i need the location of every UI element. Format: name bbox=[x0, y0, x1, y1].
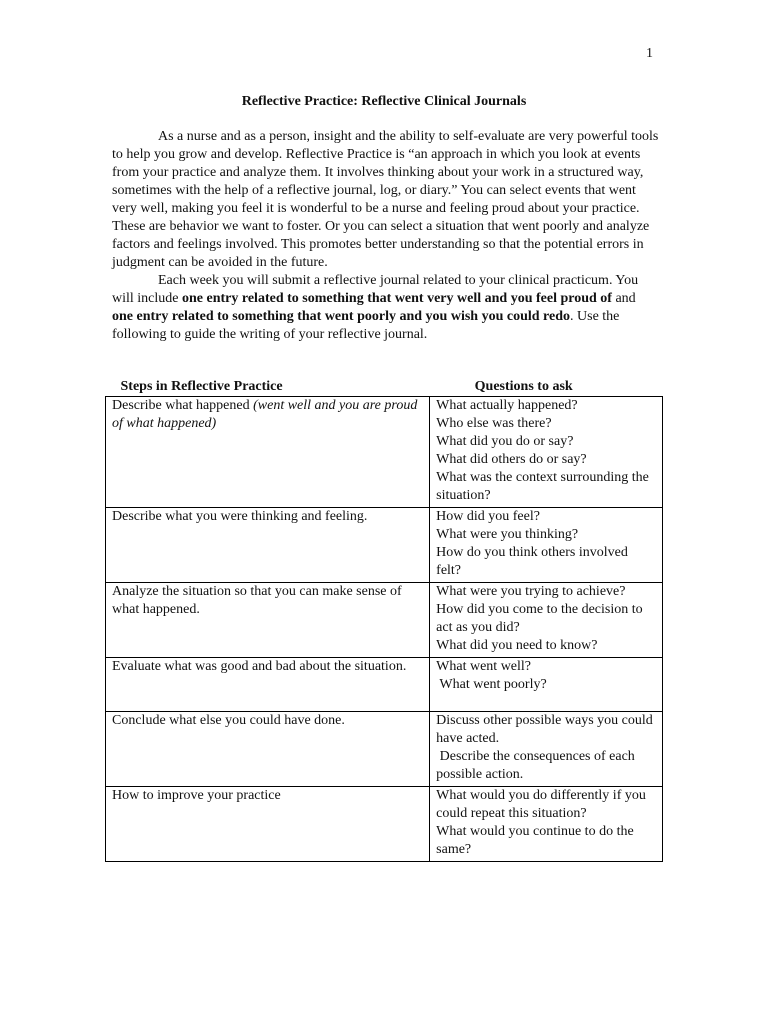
question-line: What actually happened? bbox=[436, 398, 578, 413]
question-line: What were you trying to achieve? bbox=[436, 584, 626, 599]
question-line: What was the context surrounding the situation? bbox=[436, 470, 649, 503]
step-text: Evaluate what was good and bad about the situation. bbox=[112, 659, 407, 674]
step-cell bbox=[106, 712, 430, 787]
step-text: Describe what you were thinking and feeling. bbox=[112, 509, 368, 524]
question-line: How did you come to the decision to act as you did? bbox=[436, 602, 643, 635]
question-line: What did others do or say? bbox=[436, 452, 587, 467]
table-header-row bbox=[106, 378, 663, 397]
step-text: How to improve your practice bbox=[112, 788, 281, 803]
question-line: Discuss other possible ways you could have acted. bbox=[436, 713, 653, 746]
questions-cell bbox=[430, 508, 663, 583]
table-row bbox=[106, 397, 663, 508]
reflective-steps-table bbox=[105, 378, 663, 862]
page-number: 1 bbox=[646, 46, 653, 61]
step-cell bbox=[106, 508, 430, 583]
paragraph-2-part-2: and bbox=[611, 291, 636, 306]
table-row bbox=[106, 787, 663, 862]
questions-cell bbox=[430, 712, 663, 787]
table-row bbox=[106, 712, 663, 787]
question-line: What did you need to know? bbox=[436, 638, 598, 653]
table-row bbox=[106, 583, 663, 658]
question-line: What did you do or say? bbox=[436, 434, 574, 449]
table-row bbox=[106, 658, 663, 712]
document-title: Reflective Practice: Reflective Clinical Journals bbox=[241, 94, 527, 109]
questions-cell bbox=[430, 658, 663, 712]
paragraph-1: As a nurse and as a person, insight and the ability to self-evaluate are very powerful tools to help you grow and develop. Reflective Practice is “an approach in which you look at events from your practice and analyze them. It involves thinking about your work in a structured way, sometimes with the help of a reflective journal, log, or diary.” You can select events that went very well, making you feel it is wonderful to be a nurse and feeling proud about your practice. These are behavior we want to foster. Or you can select a situation that went poorly and analyze factors and feelings involved. This promotes better understanding so that the potential errors in judgment can be avoided in the future. bbox=[112, 129, 659, 270]
step-text: Analyze the situation so that you can make sense of what happened. bbox=[112, 584, 402, 617]
question-line: What were you thinking? bbox=[436, 527, 579, 542]
questions-cell bbox=[430, 787, 663, 862]
intro-text bbox=[112, 128, 660, 344]
question-line: What went poorly? bbox=[436, 677, 547, 692]
paragraph-2-bold-2: one entry related to something that went poorly and you wish you could redo bbox=[112, 309, 571, 324]
step-cell bbox=[106, 658, 430, 712]
step-italic-text: (went well and you are proud of what happened) bbox=[112, 398, 418, 431]
question-line: Describe the consequences of each possible action. bbox=[436, 749, 639, 782]
paragraph-2 bbox=[112, 272, 660, 344]
questions-cell bbox=[430, 397, 663, 508]
questions-cell bbox=[430, 583, 663, 658]
table-body bbox=[106, 397, 663, 862]
step-cell bbox=[106, 787, 430, 862]
question-line: How do you think others involved felt? bbox=[436, 545, 628, 578]
paragraph-2-part-1: Each week you will submit a reflective journal related to your clinical practicum. You will include bbox=[112, 273, 639, 306]
question-line: What would you do differently if you could repeat this situation? bbox=[436, 788, 646, 821]
question-line: Who else was there? bbox=[436, 416, 552, 431]
step-text: Describe what happened bbox=[112, 398, 254, 413]
question-line: How did you feel? bbox=[436, 509, 540, 524]
step-text: Conclude what else you could have done. bbox=[112, 713, 345, 728]
step-cell bbox=[106, 397, 430, 508]
steps-column-header: Steps in Reflective Practice bbox=[120, 379, 283, 394]
table-row bbox=[106, 508, 663, 583]
questions-column-header: Questions to ask bbox=[474, 379, 573, 394]
step-cell bbox=[106, 583, 430, 658]
paragraph-2-part-3: . Use the following to guide the writing of your reflective journal. bbox=[112, 309, 620, 342]
question-line: What went well? bbox=[436, 659, 532, 674]
paragraph-2-bold-1: one entry related to something that went very well and you feel proud of bbox=[182, 291, 612, 306]
question-line: What would you continue to do the same? bbox=[436, 824, 634, 857]
